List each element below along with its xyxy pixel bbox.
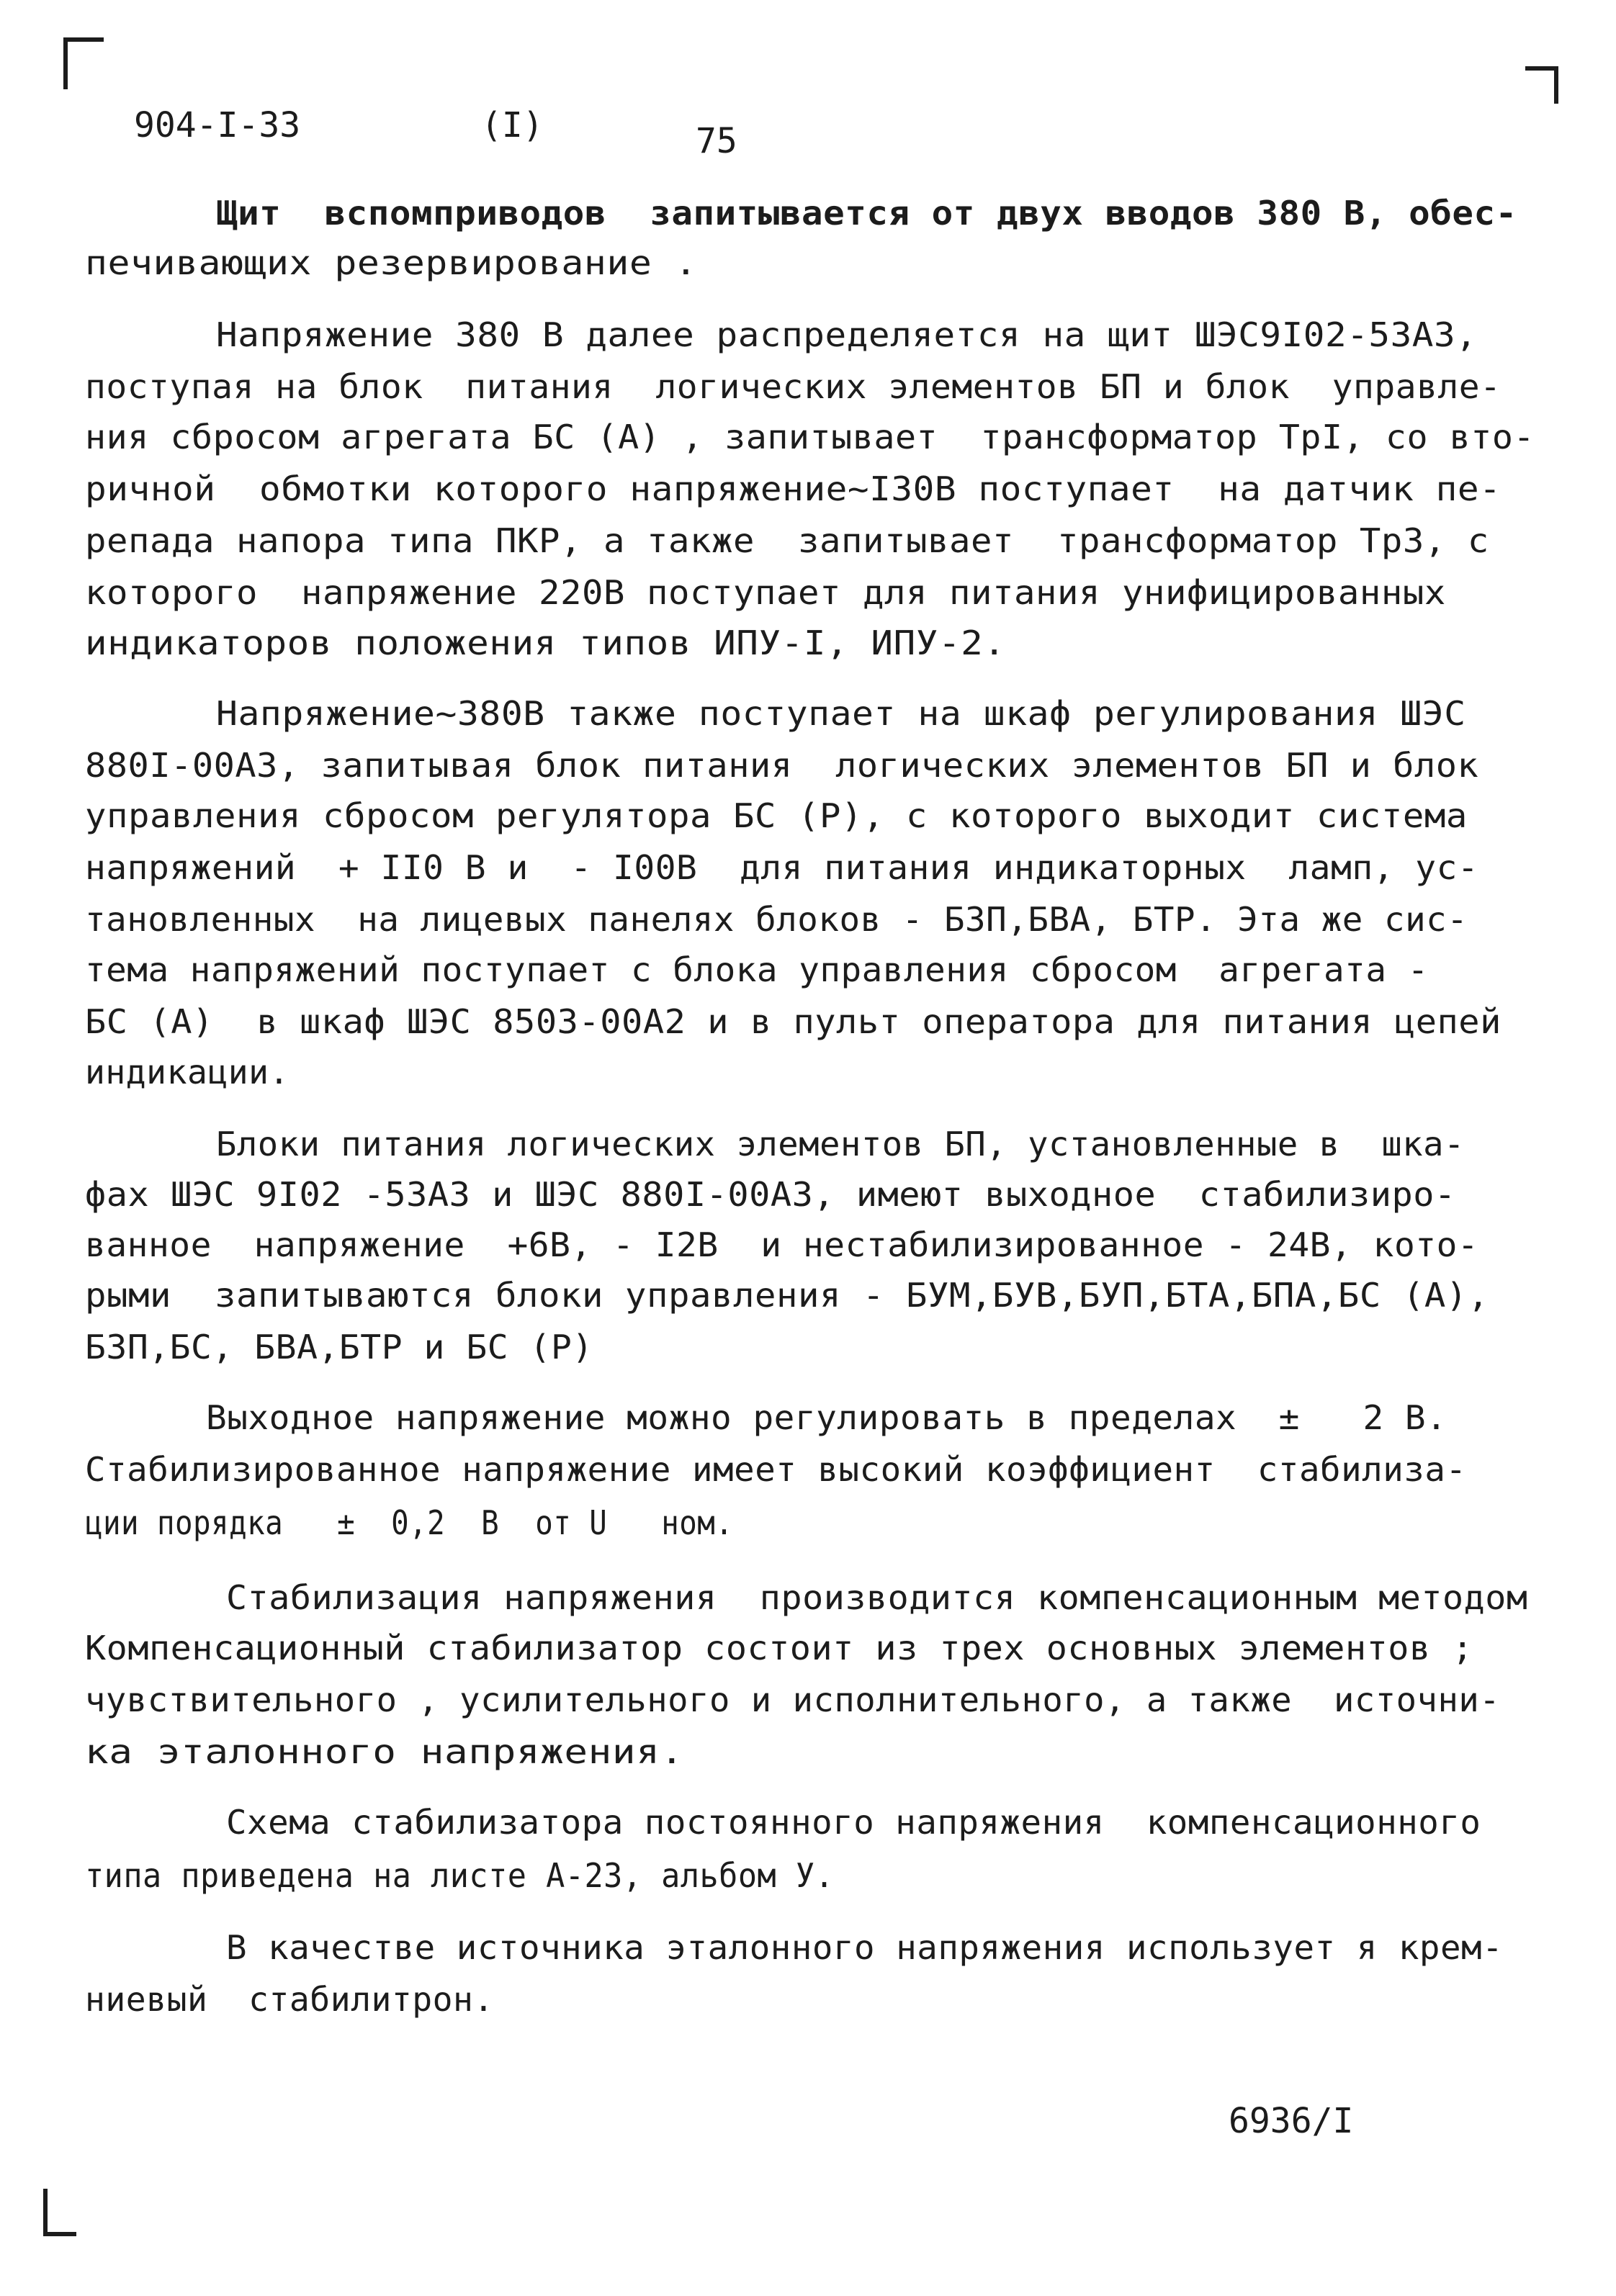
corner-mark-top-left — [63, 37, 104, 42]
text-line: Выходное напряжение можно регулировать в пределах ± 2 В. — [206, 1398, 1447, 1437]
document-number: 904-I-33 — [134, 105, 301, 145]
text-line: 880I-00А3, запитывая блок питания логических элементов БП и блок — [85, 746, 1479, 785]
text-line: поступая на блок питания логических элементов БП и блок управле- — [85, 367, 1501, 406]
text-line: БС (А) в шкаф ШЭС 8503-00А2 и в пульт оператора для питания цепей — [85, 1002, 1501, 1041]
corner-mark-top-right — [1554, 66, 1558, 104]
text-line: Схема стабилизатора постоянного напряжения компенсационного — [226, 1803, 1481, 1842]
corner-mark-bottom-left — [43, 2232, 76, 2236]
volume-number: (I) — [481, 105, 544, 145]
text-line: чувствительного , усилительного и исполнительного, а также источни- — [85, 1680, 1501, 1719]
text-line: напряжений + II0 В и - I00В для питания индикаторных ламп, ус- — [85, 848, 1479, 887]
text-line: печивающих резервирование . — [85, 243, 698, 282]
text-line: управления сбросом регулятора БС (Р), с которого выходит система — [85, 796, 1468, 835]
text-line: которого напряжение 220В поступает для питания унифицированных — [85, 573, 1446, 612]
text-line: фах ШЭС 9I02 -53А3 и ШЭС 880I-00А3, имеют выходное стабилизиро- — [85, 1175, 1456, 1214]
text-line: Напряжение 380 В далее распределяется на щит ШЭС9I02-53А3, — [216, 315, 1478, 354]
text-line: индикации. — [85, 1053, 289, 1091]
text-line: ванное напряжение +6В, - I2В и нестабилизированное - 24В, кото- — [85, 1225, 1479, 1264]
sheet-code: 6936/I — [1229, 2101, 1354, 2141]
text-line: Блоки питания логических элементов БП, установленные в шка- — [216, 1125, 1465, 1163]
corner-mark-top-left — [63, 37, 68, 89]
text-line: В качестве источника эталонного напряжения использует я крем- — [226, 1928, 1504, 1967]
text-line: Напряжение~380В также поступает на шкаф регулирования ШЭС — [216, 694, 1466, 733]
text-line: рыми запитываются блоки управления - БУМ,БУВ,БУП,БТА,БПА,БС (А), — [85, 1276, 1489, 1315]
text-line: БЗП,БС, БВА,БТР и БС (Р) — [85, 1328, 593, 1367]
text-line: типа приведена на листе А-23, альбом У. — [85, 1856, 835, 1895]
text-line: Компенсационный стабилизатор состоит из трех основных элементов ; — [85, 1629, 1473, 1667]
text-line: Щит вспомприводов запитывается от двух вводов 380 В, обес- — [216, 194, 1517, 233]
text-line: Стабилизированное напряжение имеет высокий коэффициент стабилиза- — [85, 1450, 1467, 1489]
page-number: 75 — [696, 121, 737, 161]
text-line: индикаторов положения типов ИПУ-I, ИПУ-2. — [85, 623, 1006, 662]
text-line: тема напряжений поступает с блока управления сбросом агрегата - — [85, 950, 1429, 989]
text-line: Стабилизация напряжения производится компенсационным методом — [226, 1578, 1528, 1617]
text-line: ричной обмотки которого напряжение~I30В поступает на датчик пе- — [85, 469, 1501, 508]
text-line: репада напора типа ПКР, а также запитывает трансформатор Тр3, с — [85, 521, 1489, 560]
text-line: ка эталонного напряжения. — [85, 1732, 684, 1771]
corner-mark-bottom-left — [43, 2189, 48, 2236]
corner-mark-top-right — [1525, 66, 1558, 71]
text-line: ции порядка ± 0,2 В от U ном. — [85, 1503, 734, 1542]
text-line: ниевый стабилитрон. — [85, 1980, 494, 2019]
text-line: тановленных на лицевых панелях блоков - БЗП,БВА, БТР. Эта же сис- — [85, 900, 1468, 939]
text-line: ния сбросом агрегата БС (А) , запитывает трансформатор ТрI, со вто- — [85, 418, 1535, 456]
